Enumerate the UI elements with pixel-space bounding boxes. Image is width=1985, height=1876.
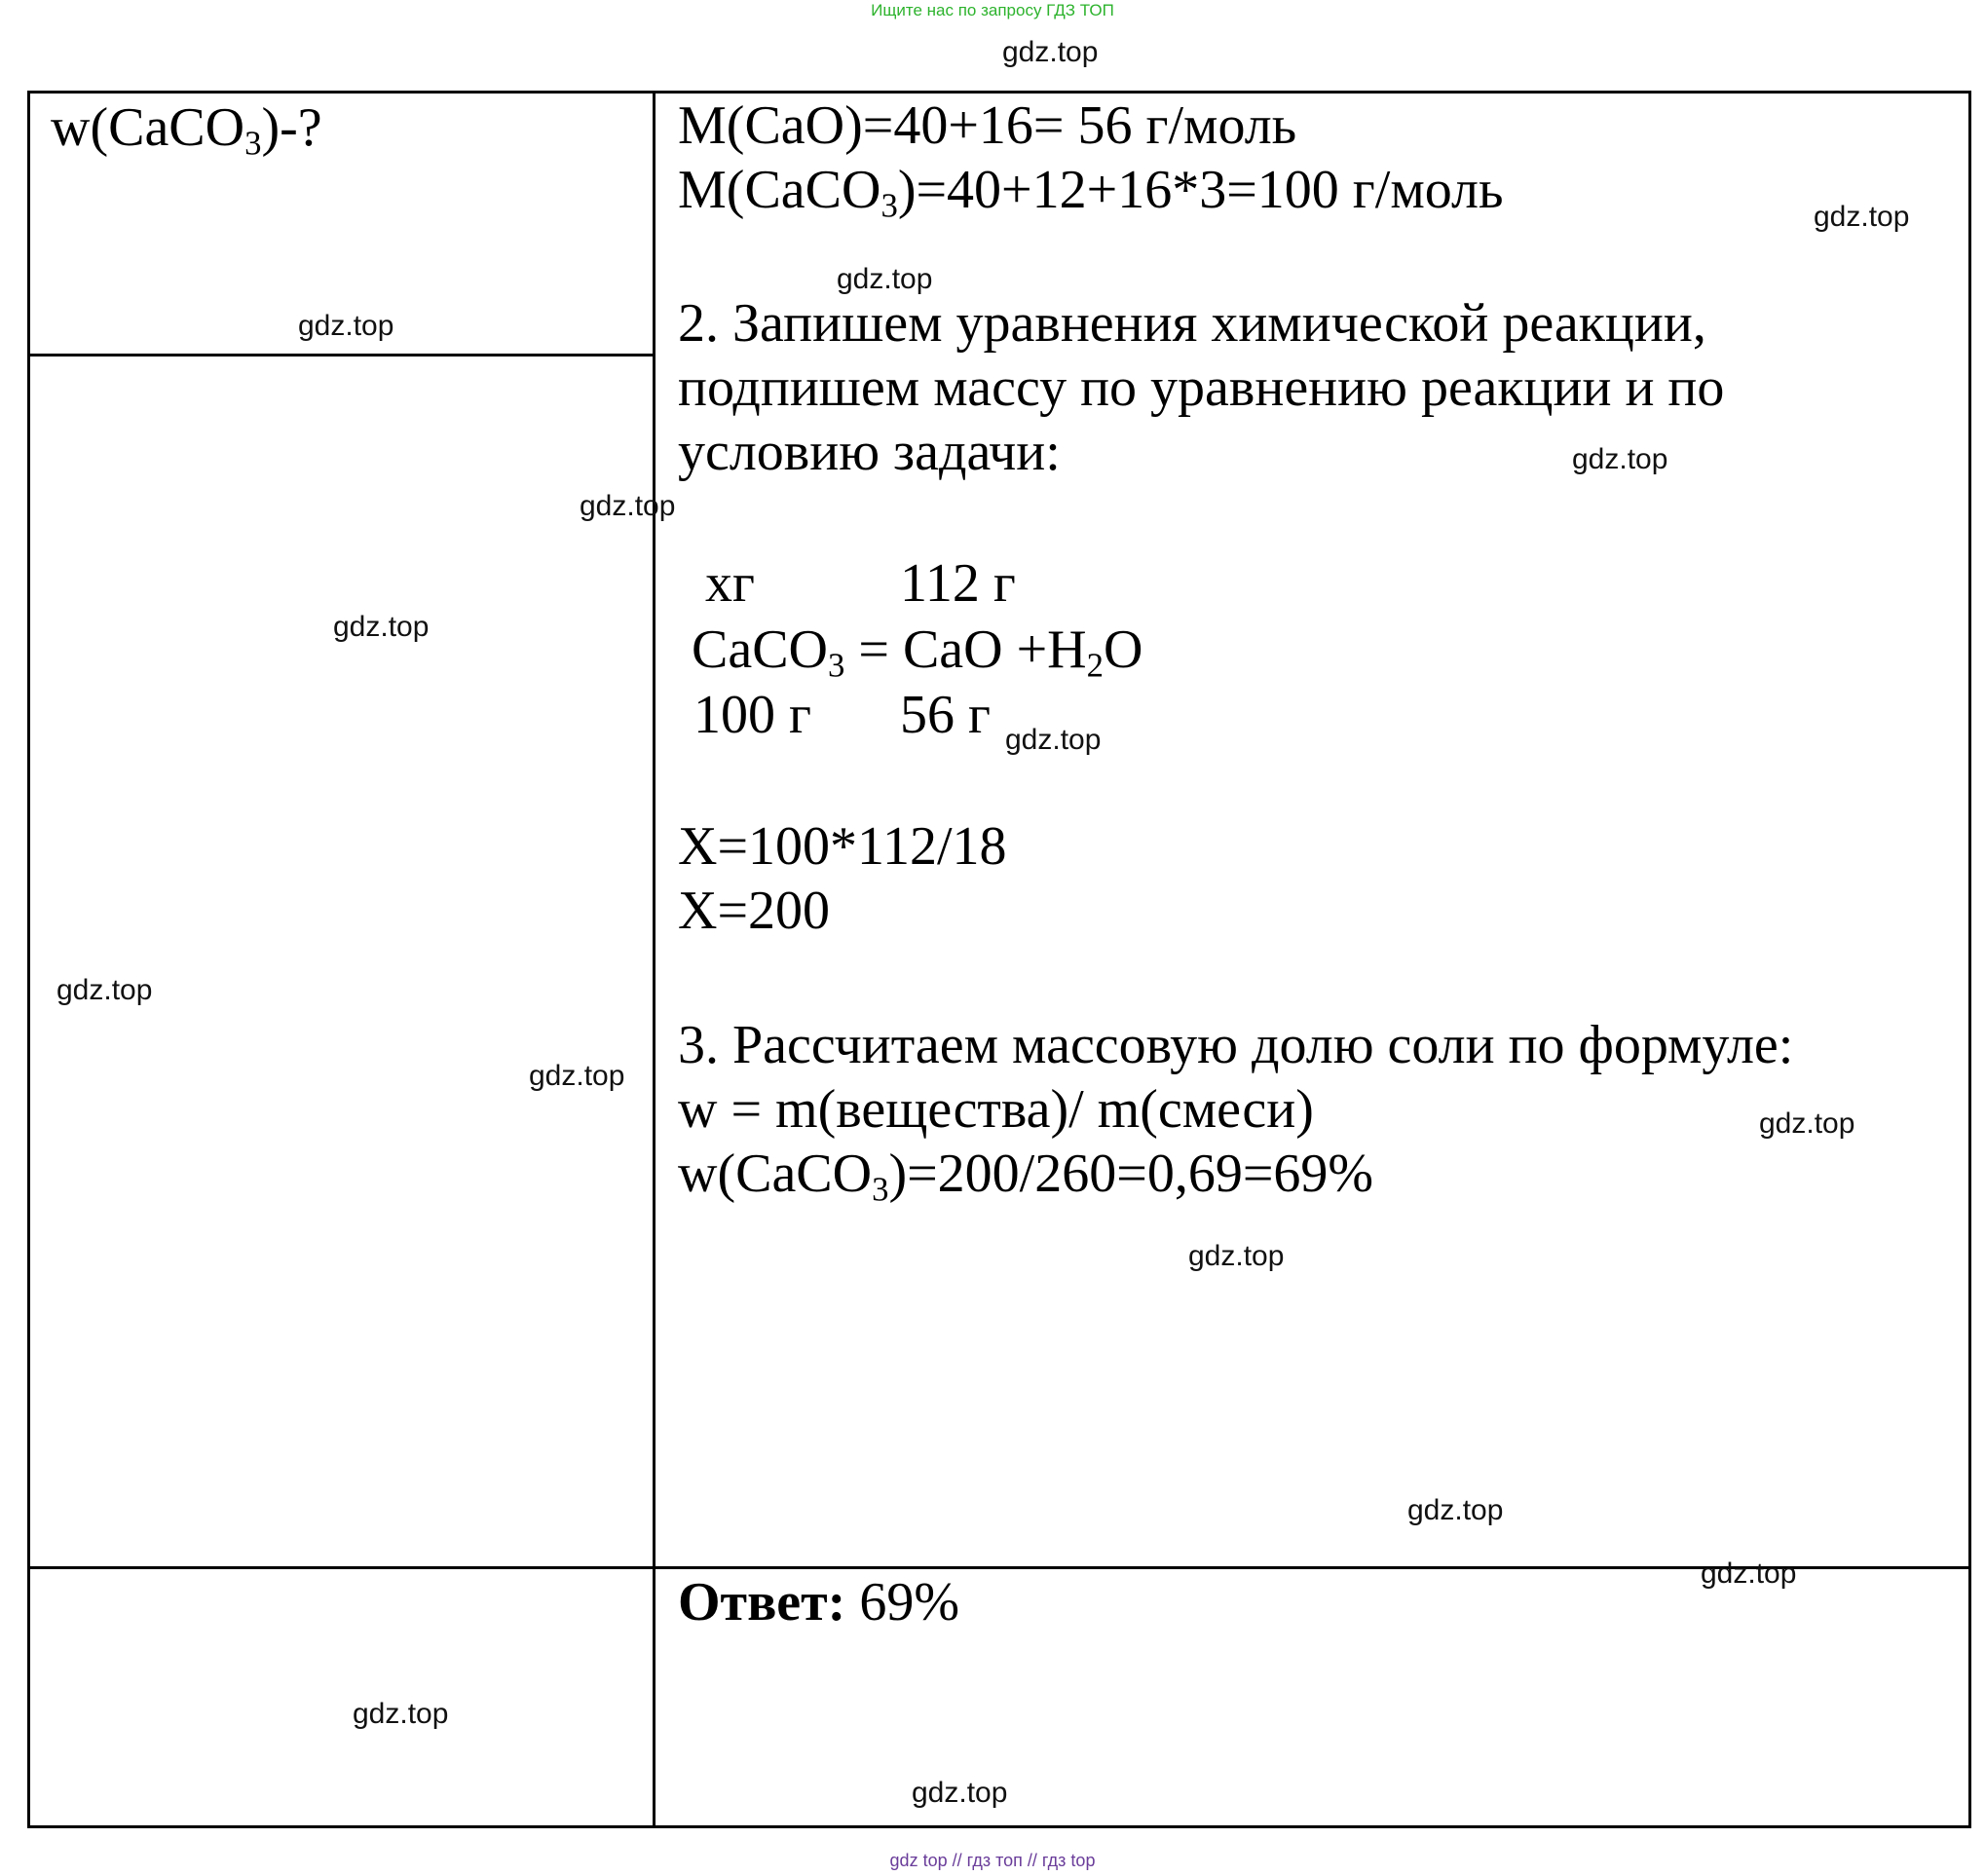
step2-line3: условию задачи: (678, 422, 1061, 482)
equation-bottom-right: 56 г (900, 685, 991, 745)
answer-value: 69% (845, 1572, 959, 1632)
step3-line1: 3. Рассчитаем массовую долю соли по формуле: (678, 1015, 1794, 1075)
reaction-equation: CaCO$_3$ = CaO $+H_2O$ (692, 619, 1143, 685)
step2-line1: 2. Запишем уравнения химической реакции, (678, 293, 1706, 354)
watermark: gdz.top (1005, 724, 1102, 756)
watermark: gdz.top (837, 263, 933, 295)
given-unknown: w(CaCO$_3$)-? (51, 97, 322, 163)
watermark: gdz.top (298, 310, 394, 342)
watermark: gdz.top (353, 1698, 449, 1730)
watermark: gdz.top (56, 974, 153, 1006)
calc-line1: X=100*112/18 (678, 816, 1007, 877)
watermark: gdz.top (1188, 1240, 1285, 1272)
equation-top-x: xг (705, 553, 755, 614)
answer (678, 1570, 959, 1634)
watermark: gdz.top (529, 1060, 625, 1092)
answer-divider (27, 1566, 1971, 1569)
molar-mass-cao: M(CaO)=40+16= 56 г/моль (678, 95, 1297, 156)
footer: gdz top // гдз топ // гдз top (889, 1851, 1096, 1870)
watermark: gdz.top (1002, 36, 1099, 68)
equation-top-mass: 112 г (900, 553, 1016, 614)
given-divider (27, 354, 655, 356)
answer-label: Ответ: (678, 1572, 846, 1632)
watermark: gdz.top (1572, 443, 1668, 475)
top-banner: Ищите нас по запросу ГДЗ ТОП (871, 1, 1114, 19)
watermark: gdz.top (333, 611, 430, 643)
watermark: gdz.top (1814, 201, 1910, 233)
calc-line2: X=200 (678, 881, 831, 941)
watermark: gdz.top (912, 1777, 1008, 1809)
equation-bottom-left: 100 г (693, 685, 811, 745)
watermark: gdz.top (1759, 1107, 1855, 1140)
step3-result: w(CaCO$_3$)=200/260=0,69=69% (678, 1144, 1374, 1209)
step2-line2: подпишем массу по уравнению реакции и по (678, 357, 1725, 418)
watermark: gdz.top (1701, 1557, 1797, 1590)
watermark: gdz.top (1407, 1494, 1504, 1526)
watermark: gdz.top (580, 490, 676, 522)
molar-mass-caco3: M(CaCO$_3$)=40+12+16*3=100 г/моль (678, 160, 1504, 225)
step3-formula: w = m(вещества)/ m(смеси) (678, 1079, 1314, 1140)
